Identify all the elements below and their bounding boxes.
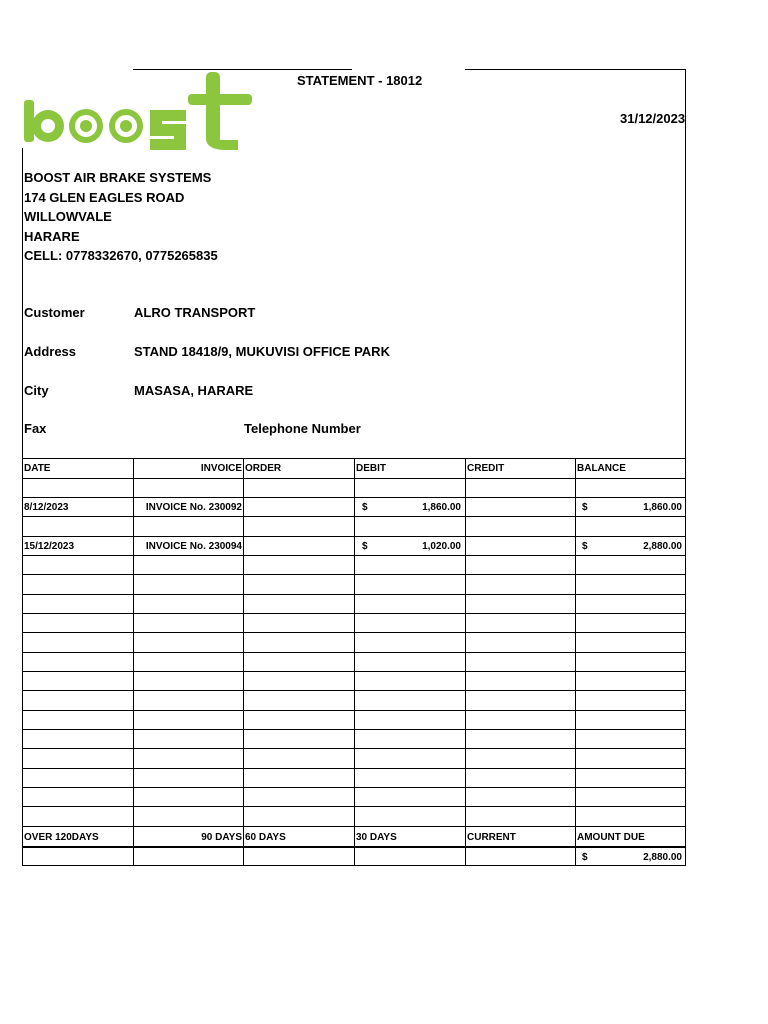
header-invoice: INVOICE — [200, 463, 242, 474]
aging-over120: OVER 120DAYS — [24, 832, 99, 843]
customer-value: ALRO TRANSPORT — [134, 305, 256, 320]
row1-debit: 1,860.00 — [422, 502, 461, 513]
customer-label: Customer — [24, 305, 85, 320]
amount-due-symbol: $ — [582, 852, 588, 863]
row2-invoice: INVOICE No. 230094 — [145, 541, 242, 552]
row2-debit-symbol: $ — [362, 541, 368, 552]
row1-balance-symbol: $ — [582, 502, 588, 513]
table-column-rule — [575, 458, 576, 865]
header-credit: CREDIT — [467, 463, 505, 474]
row1-debit-symbol: $ — [362, 502, 368, 513]
header-debit: DEBIT — [356, 463, 386, 474]
row1-date: 8/12/2023 — [24, 502, 69, 513]
aging-amount-due-label: AMOUNT DUE — [577, 832, 645, 843]
table-column-rule — [243, 458, 244, 865]
statement-date: 31/12/2023 — [620, 111, 686, 126]
address-value: STAND 18418/9, MUKUVISI OFFICE PARK — [134, 344, 390, 359]
row1-invoice: INVOICE No. 230092 — [145, 502, 242, 513]
table-column-rule — [685, 458, 686, 865]
header-balance: BALANCE — [577, 463, 626, 474]
company-city: HARARE — [24, 228, 80, 244]
company-suburb: WILLOWVALE — [24, 209, 112, 224]
company-street: 174 GLEN EAGLES ROAD — [24, 189, 185, 205]
header-order: ORDER — [245, 463, 282, 474]
amount-due-value: 2,880.00 — [643, 852, 682, 863]
address-label: Address — [24, 344, 77, 359]
row2-balance: 2,880.00 — [643, 541, 682, 552]
aging-60days: 60 DAYS — [245, 832, 286, 843]
aging-30days: 30 DAYS — [356, 832, 397, 843]
row2-balance-symbol: $ — [582, 541, 588, 552]
table-column-rule — [22, 458, 23, 865]
table-column-rule — [354, 458, 355, 865]
telephone-label: Telephone Number — [244, 421, 361, 436]
table-column-rule — [133, 458, 134, 865]
fax-label: Fax — [24, 421, 47, 436]
aging-current: CURRENT — [467, 832, 516, 843]
row2-date: 15/12/2023 — [24, 541, 75, 552]
company-name: BOOST AIR BRAKE SYSTEMS — [24, 170, 212, 185]
aging-90days: 90 DAYS — [201, 832, 242, 843]
city-value: MASASA, HARARE — [134, 383, 254, 398]
city-label: City — [24, 383, 49, 398]
header-date: DATE — [24, 463, 51, 474]
row1-balance: 1,860.00 — [643, 502, 682, 513]
table-column-rule — [465, 458, 466, 865]
row2-debit: 1,020.00 — [422, 541, 461, 552]
statement-title: STATEMENT - 18012 — [297, 73, 423, 88]
company-cell: CELL: 0778332670, 0775265835 — [24, 248, 218, 263]
